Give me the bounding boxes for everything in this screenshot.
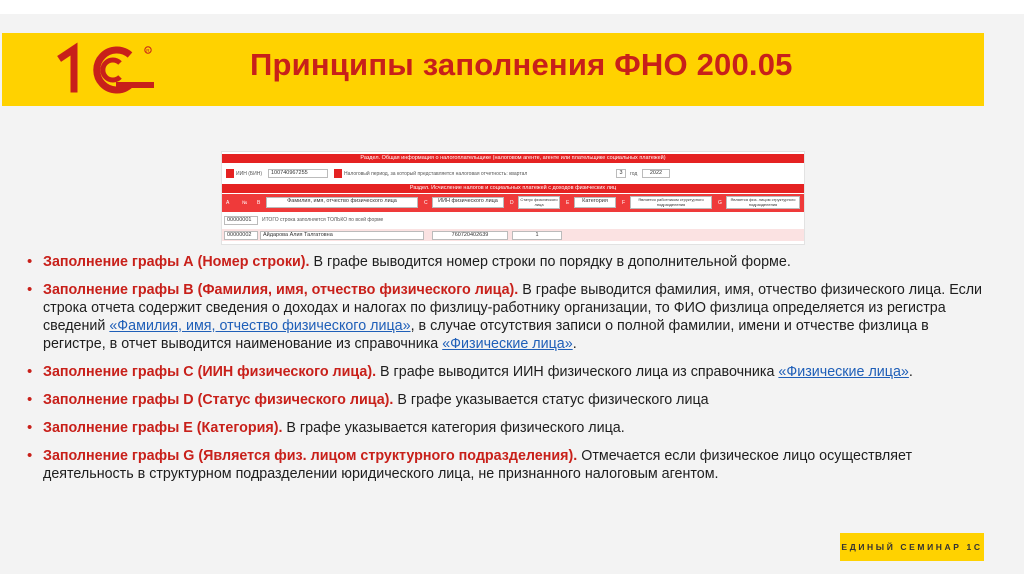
bullet-heading: Заполнение графы G (Является физ. лицом структурного подразделения). — [43, 448, 578, 464]
row2-iin: 760720402639 — [432, 231, 508, 240]
period-label: Налоговый период, за который представляется налоговая отчетность: квартал — [344, 171, 528, 177]
bullet-text: Отмечается если физическое лицо осуществляет деятельность в структурном подразделении юридического лица, не признанного налоговым агентом. — [43, 448, 913, 482]
fio-register-link[interactable]: «Фамилия, имя, отчество физического лица» — [109, 318, 411, 334]
row1-text: ИТОГО строка заполняется ТОЛЬКО по всей форме — [262, 217, 384, 223]
bullet-column-b — [26, 281, 986, 353]
bullet-column-a — [26, 253, 986, 271]
row2-number: 00000002 — [224, 231, 258, 240]
col-c-letter: C — [424, 200, 428, 206]
col-e-label: Категория — [574, 197, 616, 208]
bullet-list — [26, 253, 986, 493]
footer-text: ЕДИНЫЙ СЕМИНАР 1С — [841, 542, 983, 552]
bullet-heading: Заполнение графы А (Номер строки). — [43, 254, 310, 270]
col-d-label: Статус физического лица — [518, 196, 560, 209]
year-value: 2022 — [642, 169, 670, 178]
svg-text:R: R — [146, 48, 150, 53]
form-section-1-title: Раздел. Общая информация о налогоплательщике (налоговом агенте, агенте или плательщике социальных платежей) — [222, 154, 804, 163]
bullet-heading: Заполнение графы В (Фамилия, имя, отчество физического лица). — [43, 282, 519, 298]
bullet-text: . — [908, 364, 913, 380]
bullet-column-g — [26, 447, 986, 483]
bullet-heading: Заполнение графы E (Категория). — [43, 420, 283, 436]
bullet-text: В графе указывается категория физического лица. — [282, 420, 625, 436]
bullet-text: . — [572, 336, 577, 352]
col-d-letter: D — [510, 200, 514, 206]
col-a-letter: A — [226, 200, 230, 206]
individuals-catalog-link[interactable]: «Физические лица» — [778, 364, 909, 380]
iin-value: 100740967255 — [268, 169, 328, 178]
footer-badge — [840, 533, 984, 561]
form-screenshot — [221, 151, 805, 245]
bullet-heading: Заполнение графы С (ИИН физического лица). — [43, 364, 377, 380]
bullet-text: , в случае отсутствия записи о полной фамилии, имени и отчестве физлица в регистре, в отчет выводится наименование из справочника — [43, 318, 929, 352]
col-f-letter: F — [622, 200, 626, 206]
bullet-column-c — [26, 363, 986, 381]
row2-status: 1 — [512, 231, 562, 240]
bullet-heading: Заполнение графы D (Статус физического лица). — [43, 392, 394, 408]
individuals-catalog-link[interactable]: «Физические лица» — [442, 336, 573, 352]
col-a-label: № — [242, 200, 248, 206]
col-g-letter: G — [718, 200, 722, 206]
col-e-letter: E — [566, 200, 570, 206]
col-b-label: Фамилия, имя, отчество физического лица — [266, 197, 418, 208]
col-b-letter: B — [257, 200, 261, 206]
bullet-column-d — [26, 391, 986, 409]
bullet-text: В графе выводится фамилия, имя, отчество физического лица. Если строка отчета содержит сведения о доходах и налогах по физлицу-работнику организации, то ФИО физлица определяется из регистра сведений — [43, 282, 983, 334]
year-label: год — [630, 171, 638, 177]
row2-name: Айдарова Алия Талгатовна — [260, 231, 424, 240]
title-banner — [2, 33, 984, 106]
quarter-value: 3 — [616, 169, 626, 178]
form-section-2-title: Раздел. Исчисление налогов и социальных платежей с доходов физических лиц — [222, 184, 804, 193]
col-f-label: Является работником структурного подразделения — [630, 196, 712, 209]
logo-1c-icon — [56, 41, 166, 97]
page-title: Принципы заполнения ФНО 200.05 — [250, 47, 793, 82]
iin-label: ИИН (БИН) — [236, 171, 263, 177]
bullet-column-e — [26, 419, 986, 437]
bullet-text: В графе указывается статус физического лица — [393, 392, 709, 408]
row1-number: 00000001 — [224, 216, 258, 225]
top-strip — [0, 0, 1024, 14]
bullet-text: В графе выводится ИИН физического лица из справочника — [376, 364, 779, 380]
col-c-label: ИИН физического лица — [432, 197, 504, 208]
bullet-text: В графе выводится номер строки по порядку в дополнительной форме. — [309, 254, 791, 270]
col-g-label: Является физ. лицом структурного подразделения — [726, 196, 800, 209]
